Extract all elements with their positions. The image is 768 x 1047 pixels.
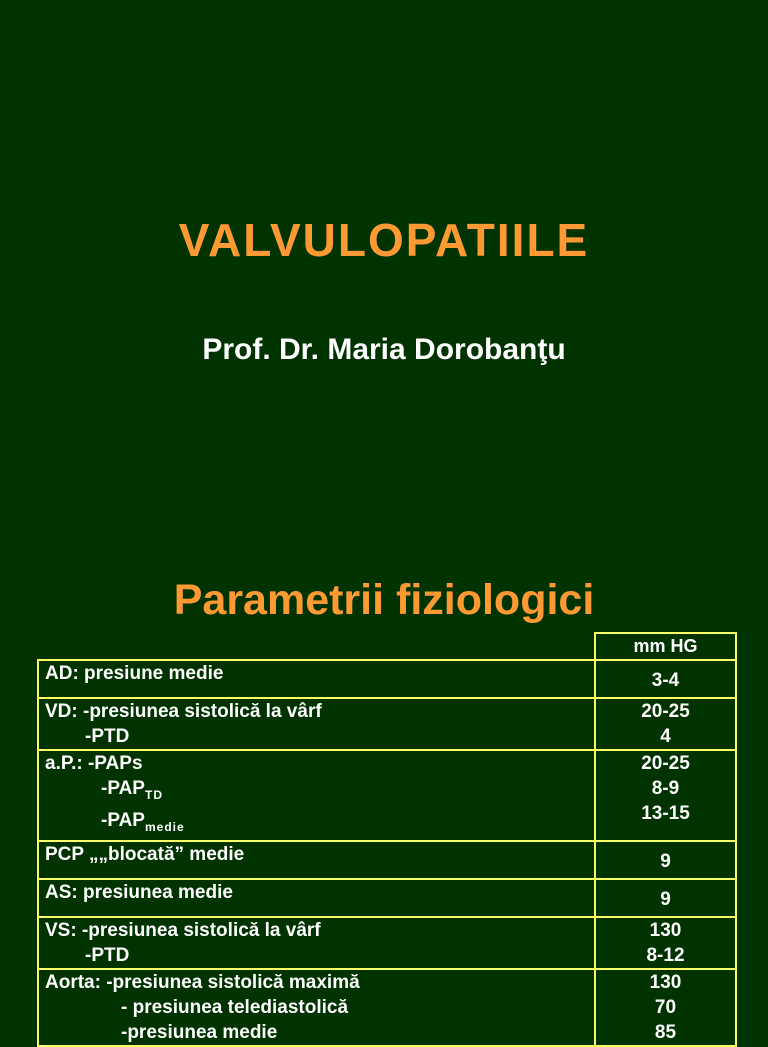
row-label: -PTD bbox=[85, 726, 130, 747]
row-value-cell bbox=[595, 698, 736, 750]
row-value: 9 bbox=[660, 850, 671, 872]
parameters-slide bbox=[0, 512, 768, 1043]
row-label-cell bbox=[38, 879, 595, 917]
row-label-cell bbox=[38, 969, 595, 1046]
row-value-cell bbox=[595, 969, 736, 1046]
row-label: AD: presiune medie bbox=[45, 663, 224, 684]
row-value-cell bbox=[595, 660, 736, 698]
row-label-cell bbox=[38, 660, 595, 698]
table-row bbox=[38, 698, 736, 750]
unit-header-cell: mm HG bbox=[595, 633, 736, 660]
row-value: 20-25 bbox=[641, 701, 690, 722]
slide-author: Prof. Dr. Maria Dorobanţu bbox=[202, 333, 566, 366]
row-label: PCP „„blocată” medie bbox=[45, 843, 245, 865]
table-header-empty-cell bbox=[38, 633, 595, 660]
row-value: 8-9 bbox=[651, 778, 680, 799]
row-label: Aorta: -presiunea sistolică maximă bbox=[45, 971, 360, 993]
row-label-subscript: medie bbox=[144, 819, 185, 834]
table-header-row bbox=[38, 633, 736, 660]
row-value: 85 bbox=[654, 1021, 677, 1043]
row-value: 20-25 bbox=[641, 753, 690, 774]
table-row bbox=[38, 969, 736, 1046]
row-value-cell bbox=[595, 917, 736, 969]
row-label-cell bbox=[38, 698, 595, 750]
table-row bbox=[38, 750, 736, 841]
row-label-cell bbox=[38, 750, 595, 841]
row-value-cell bbox=[595, 750, 736, 841]
row-label: VS: -presiunea sistolică la vârf bbox=[45, 919, 321, 941]
table-row bbox=[38, 917, 736, 969]
row-label: - presiunea telediastolică bbox=[121, 996, 349, 1018]
row-value: 70 bbox=[654, 996, 677, 1018]
row-value: 4 bbox=[660, 726, 671, 747]
row-label: a.P.: -PAPs bbox=[45, 753, 143, 774]
row-label: -PTD bbox=[85, 944, 130, 966]
row-value: 130 bbox=[649, 971, 682, 993]
row-label-cell bbox=[38, 917, 595, 969]
row-label: AS: presiunea medie bbox=[45, 881, 233, 903]
row-label-cell bbox=[38, 841, 595, 879]
row-label-main: -PAP bbox=[101, 778, 145, 799]
row-label: -presiunea medie bbox=[121, 1021, 278, 1043]
title-slide bbox=[0, 0, 768, 512]
row-value: 8-12 bbox=[646, 944, 685, 966]
slide-heading: Parametrii fiziologici bbox=[173, 576, 595, 624]
table-row bbox=[38, 660, 736, 698]
row-value-cell bbox=[595, 841, 736, 879]
table-row bbox=[38, 879, 736, 917]
row-label-main: -PAP bbox=[101, 809, 145, 831]
row-label bbox=[45, 808, 588, 840]
table-row bbox=[38, 841, 736, 879]
slide-title: VALVULOPATIILE bbox=[178, 214, 590, 266]
row-value: 13-15 bbox=[641, 803, 690, 824]
row-label bbox=[45, 776, 588, 808]
parameters-table bbox=[37, 632, 737, 1047]
row-label-subscript: TD bbox=[144, 787, 163, 802]
row-value: 130 bbox=[649, 919, 682, 941]
row-value: 3-4 bbox=[651, 670, 680, 691]
row-label: VD: -presiunea sistolică la vârf bbox=[45, 701, 322, 722]
row-value: 9 bbox=[660, 888, 671, 910]
row-value-cell bbox=[595, 879, 736, 917]
